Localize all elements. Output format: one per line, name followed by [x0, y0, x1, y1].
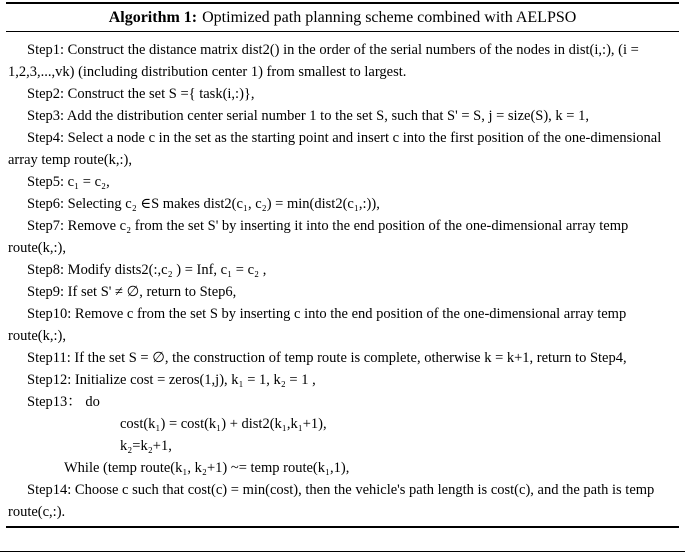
algorithm-step-3: Step3: Add the distribution center serial number 1 to the set S, such that S' = S, j = size(S), k = 1, [27, 108, 589, 124]
algorithm-step-14: Step14: Choose c such that cost(c) = min(cost), then the vehicle's path length is cost(c), and the path is temp route(c,:). [8, 482, 655, 520]
algorithm-body [6, 32, 679, 523]
algorithm-step-6: Step6: Selecting c₂ ∈S makes dist2(c₁, c₂) = min(dist2(c₁,:)), [27, 196, 380, 212]
algorithm-step-12: Step12: Initialize cost = zeros(1,j), k₁ = 1, k₂ = 1 , [27, 372, 316, 388]
bottom-rule [6, 526, 679, 528]
algorithm-label: Algorithm 1: [108, 9, 198, 26]
algorithm-step-13: Step13： do [27, 394, 100, 410]
step-13-while-condition: While (temp route(k₁, k₂+1) ~= temp route(k₁,1), [64, 460, 350, 476]
algorithm-figure [0, 2, 685, 552]
algorithm-step-9: Step9: If set S' ≠ ∅, return to Step6, [27, 284, 237, 300]
step-13-loop-body-increment: k₂=k₂+1, [120, 438, 172, 454]
algorithm-step-10: Step10: Remove c from the set S by inserting c into the end position of the one-dimensional array temp route(k,:), [8, 306, 627, 344]
algorithm-step-4: Step4: Select a node c in the set as the starting point and insert c into the first position of the one-dimensional array temp route(k,:), [8, 130, 662, 168]
algorithm-step-5: Step5: c₁ = c₂, [27, 174, 110, 190]
algorithm-step-7: Step7: Remove c₂ from the set S' by inserting it into the end position of the one-dimensional array temp route(k,:), [8, 218, 629, 256]
algorithm-step-11: Step11: If the set S = ∅, the construction of temp route is complete, otherwise k = k+1, return to Step4, [27, 350, 627, 366]
algorithm-header [6, 4, 679, 31]
step-13-loop-body-cost: cost(k₁) = cost(k₁) + dist2(k₁,k₁+1), [120, 416, 327, 432]
algorithm-step-1: Step1: Construct the distance matrix dist2() in the order of the serial numbers of the nodes in dist(i,:), (i = 1,2,3,...,vk) (including distribution center 1) from smallest to largest. [8, 42, 639, 80]
algorithm-step-8: Step8: Modify dists2(:,c₂ ) = Inf, c₁ = c₂ , [27, 262, 267, 278]
algorithm-step-2: Step2: Construct the set S ={ task(i,:)}, [27, 86, 255, 102]
algorithm-title: Optimized path planning scheme combined with AELPSO [202, 9, 577, 26]
